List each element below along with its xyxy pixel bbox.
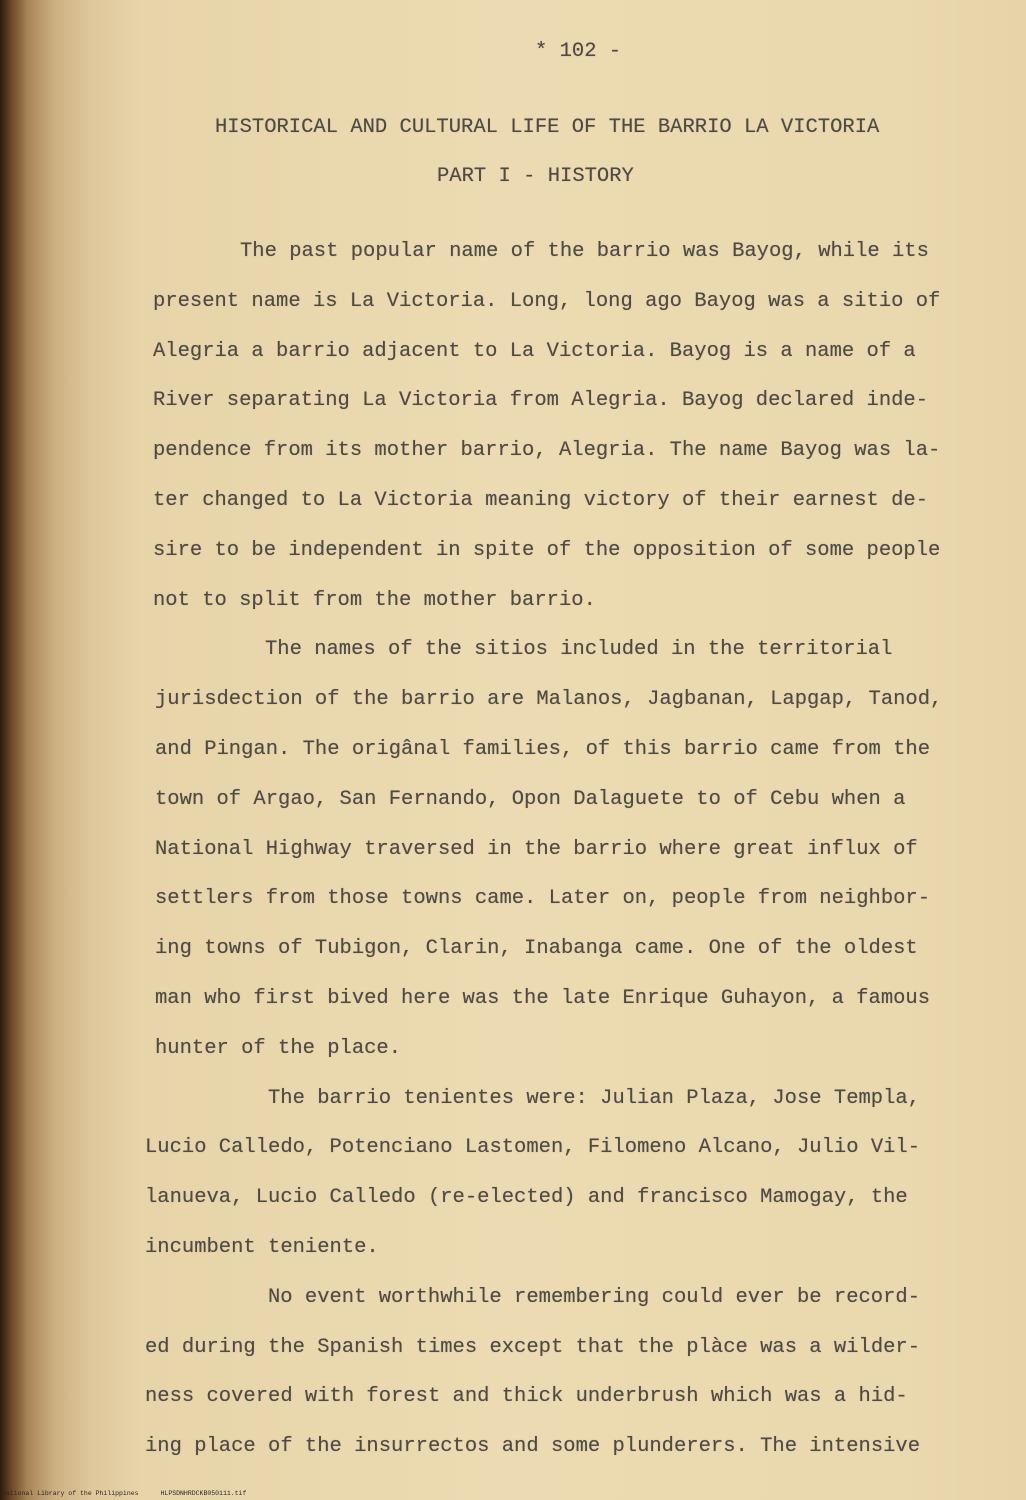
- section-heading: PART I - HISTORY: [437, 165, 634, 188]
- text-line: sire to be independent in spite of the opposition of some people: [153, 538, 941, 562]
- text-line: No event worthwhile remembering could ever be record-: [268, 1285, 921, 1309]
- page-number: * 102 -: [535, 40, 622, 63]
- text-line: and Pingan. The origânal families, of this barrio came from the: [155, 737, 931, 761]
- library-credit: National Library of the Philippines: [2, 1490, 139, 1497]
- document-title: HISTORICAL AND CULTURAL LIFE OF THE BARRIO LA VICTORIA: [215, 116, 880, 139]
- text-line: man who first bived here was the late Enrique Guhayon, a famous: [155, 986, 931, 1010]
- scan-footer: [2, 1489, 246, 1498]
- text-line: pendence from its mother barrio, Alegria. The name Bayog was la-: [153, 439, 941, 463]
- text-line: present name is La Victoria. Long, long ago Bayog was a sitio of: [153, 289, 941, 313]
- text-line: ter changed to La Victoria meaning victory of their earnest de-: [153, 488, 929, 512]
- text-line: hunter of the place.: [155, 1036, 402, 1060]
- text-line: settlers from those towns came. Later on, people from neighbor-: [155, 887, 931, 911]
- file-name: HLPSDNHRDCKB050111.tif: [160, 1490, 247, 1497]
- paragraph-name-origin: [153, 227, 1026, 625]
- text-line: ing place of the insurrectos and some plunderers. The intensive: [145, 1435, 921, 1459]
- document-body: [0, 227, 1026, 1472]
- text-line: incumbent teniente.: [145, 1235, 379, 1259]
- text-line: town of Argao, San Fernando, Opon Dalaguete to of Cebu when a: [155, 787, 906, 811]
- text-line: River separating La Victoria from Alegria. Bayog declared inde-: [153, 389, 929, 413]
- text-line: Lucio Calledo, Potenciano Lastomen, Filomeno Alcano, Julio Vil-: [145, 1136, 921, 1160]
- paragraph-tenientes: [145, 1074, 1026, 1273]
- text-line: National Highway traversed in the barrio where great influx of: [155, 837, 918, 861]
- text-line: ed during the Spanish times except that the plàce was a wilder-: [145, 1335, 921, 1359]
- text-line: The names of the sitios included in the territorial: [265, 638, 893, 662]
- text-line: ness covered with forest and thick underbrush which was a hid-: [145, 1385, 908, 1409]
- text-line: lanueva, Lucio Calledo (re-elected) and francisco Mamogay, the: [145, 1186, 908, 1210]
- paragraph-spanish-times: [145, 1273, 1026, 1472]
- text-line: The barrio tenientes were: Julian Plaza, Jose Templa,: [268, 1086, 921, 1110]
- paragraph-sitios: [155, 625, 1026, 1073]
- text-line: The past popular name of the barrio was Bayog, while its: [240, 240, 929, 263]
- text-line: not to split from the mother barrio.: [153, 588, 596, 612]
- text-line: ing towns of Tubigon, Clarin, Inabanga came. One of the oldest: [155, 937, 918, 961]
- text-line: jurisdection of the barrio are Malanos, Jagbanan, Lapgap, Tanod,: [155, 688, 943, 712]
- text-line: Alegria a barrio adjacent to La Victoria. Bayog is a name of a: [153, 339, 916, 363]
